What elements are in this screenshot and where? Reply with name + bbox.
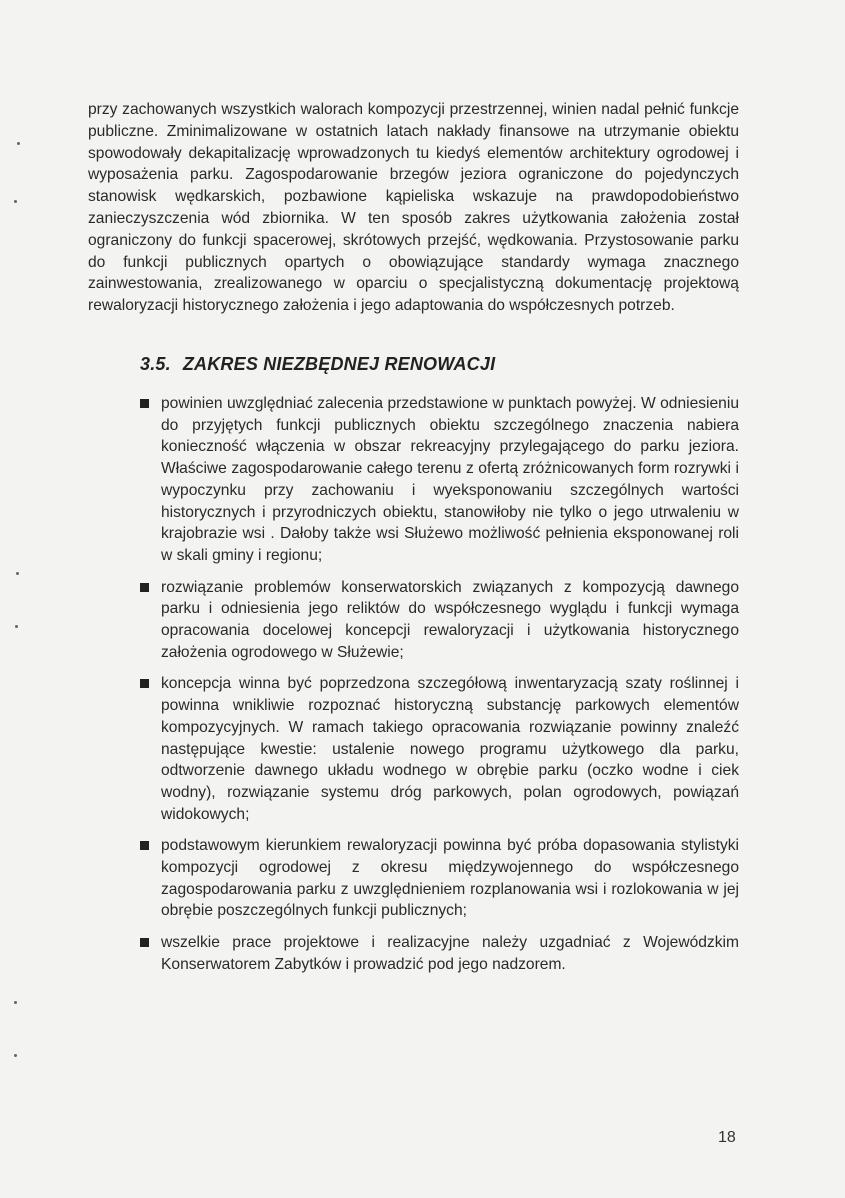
list-item-text: powinien uwzględniać zalecenia przedstawione w punktach powyżej. W odniesieniu do przyjętych funkcji publicznych obiektu szczególnego znaczenia nabiera konieczność włączenia w obszar rekreacyjny przylegającego do parku jeziora. Właściwe zagospodarowanie całego terenu z ofertą zróżnicowanych form rozrywki i wypoczynku przy zachowaniu i wyeksponowaniu szczególnych wartości historycznych i przyrodniczych obiektu, stanowiłoby nie tylko o jego utrwaleniu w krajobrazie wsi . Dałoby także wsi Służewo możliwość pełnienia eksponowanej roli w skali gminy i regionu; [161, 395, 739, 564]
scan-speck [16, 572, 19, 575]
list-item [140, 932, 739, 975]
square-bullet-icon [140, 938, 149, 947]
list-item-text: wszelkie prace projektowe i realizacyjne należy uzgadniać z Wojewódzkim Konserwatorem Zabytków i prowadzić pod jego nadzorem. [161, 934, 739, 973]
list-item [140, 393, 739, 567]
scan-speck [17, 142, 20, 145]
scan-speck [14, 200, 17, 203]
renovation-list [140, 393, 739, 986]
scan-speck [14, 1001, 17, 1004]
list-item [140, 835, 739, 922]
square-bullet-icon [140, 399, 149, 408]
list-item-text: koncepcja winna być poprzedzona szczegółową inwentaryzacją szaty roślinnej i powinna wnikliwie rozpoznać historyczną substancję parkowych elementów kompozycyjnych. W ramach takiego opracowania rozwiązanie powinny znaleźć następujące kwestie: ustalenie nowego programu użytkowego dla parku, odtworzenie dawnego układu wodnego w obrębie parku (oczko wodne i ciek wodny), rozwiązanie systemu dróg parkowych, polan ogrodowych, powiązań widokowych; [161, 675, 739, 823]
list-item [140, 673, 739, 825]
page-number: 18 [718, 1129, 736, 1146]
list-item-text: rozwiązanie problemów konserwatorskich związanych z kompozycją dawnego parku i odniesienia jego reliktów do współczesnego wyglądu i funkcji wymaga opracowania docelowej koncepcji rewaloryzacji i użytkowania historycznego założenia ogrodowego w Służewie; [161, 578, 739, 661]
section-number: 3.5. [140, 354, 171, 374]
section-title: ZAKRES NIEZBĘDNEJ RENOWACJI [182, 354, 496, 374]
list-item-text: podstawowym kierunkiem rewaloryzacji powinna być próba dopasowania stylistyki kompozycji ogrodowej z okresu międzywojennego do współczesnego zagospodarowania parku z uwzględnieniem rozplanowania wsi i rozlokowania w jej obrębie poszczególnych funkcji publicznych; [161, 837, 739, 920]
scan-speck [15, 625, 18, 628]
square-bullet-icon [140, 583, 149, 592]
intro-paragraph: przy zachowanych wszystkich walorach kompozycji przestrzennej, winien nadal pełnić funkcje publiczne. Zminimalizowane w ostatnich latach nakłady finansowe na utrzymanie obiektu spowodowały dekapitalizację wprowadzonych tu kiedyś elementów architektury ogrodowej i wyposażenia parku. Zagospodarowanie brzegów jeziora ograniczone do pojedynczych stanowisk wędkarskich, pozbawione kąpieliska wskazuje na prawdopodobieństwo zanieczyszczenia wód zbiornika. W ten sposób zakres użytkowania założenia został ograniczony do funkcji spacerowej, skrótowych przejść, wędkowania. Przystosowanie parku do funkcji publicznych opartych o obowiązujące standardy wymaga znacznego zainwestowania, zrealizowanego w oparciu o specjalistyczną dokumentację projektową rewaloryzacji historycznego założenia i jego adaptowania do współczesnych potrzeb. [88, 101, 739, 315]
square-bullet-icon [140, 841, 149, 850]
square-bullet-icon [140, 679, 149, 688]
list-item [140, 577, 739, 664]
scan-speck [14, 1054, 17, 1057]
section-heading [140, 354, 495, 375]
